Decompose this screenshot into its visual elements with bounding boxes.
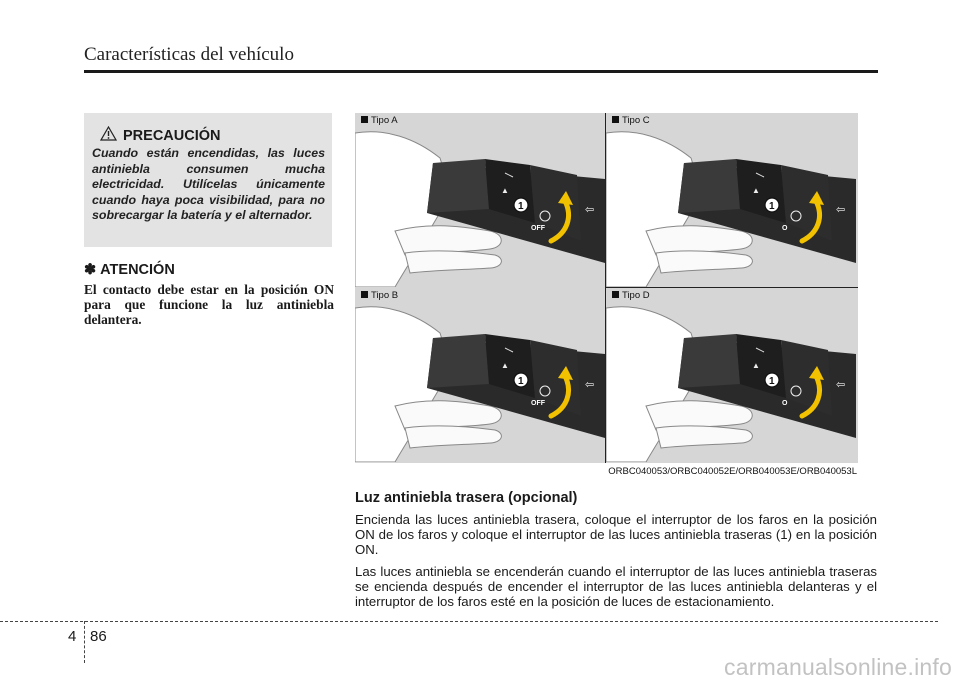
switch-position-label: O xyxy=(782,400,788,407)
warning-triangle-icon xyxy=(100,126,117,146)
square-bullet-icon xyxy=(361,116,368,123)
figure-panel-d xyxy=(606,288,856,462)
switch-illustration-b xyxy=(355,288,605,462)
callout-number: 1 xyxy=(769,201,775,212)
callout-number: 1 xyxy=(518,376,524,387)
svg-text:⇦: ⇦ xyxy=(836,379,846,391)
header-rule xyxy=(84,70,878,73)
panel-label-b xyxy=(361,290,398,301)
section-title: Luz antiniebla trasera (opcional) xyxy=(355,490,578,506)
svg-text:▲: ▲ xyxy=(752,361,760,370)
figure-panel-c xyxy=(606,113,856,287)
panel-label-c-text: Tipo C xyxy=(622,115,650,126)
attention-star-icon: ✽ xyxy=(84,262,97,278)
caution-box xyxy=(84,113,332,247)
callout-number: 1 xyxy=(518,201,524,212)
footer-divider xyxy=(84,621,85,663)
square-bullet-icon xyxy=(612,116,619,123)
svg-text:▲: ▲ xyxy=(501,186,509,195)
headlight-switch-figure xyxy=(355,113,858,463)
svg-text:▲: ▲ xyxy=(752,186,760,195)
caution-header xyxy=(100,126,220,146)
figure-divider-vertical xyxy=(605,113,606,463)
switch-position-label: O xyxy=(782,225,788,232)
watermark: carmanualsonline.info xyxy=(724,654,952,680)
section-paragraph-1: Encienda las luces antiniebla trasera, coloque el interruptor de los faros en la posición ON de los faros y coloque el interruptor de las luces antiniebla traseras (1) en la posición ON. xyxy=(355,512,877,558)
rear-fog-section xyxy=(355,490,877,615)
switch-position-label: OFF xyxy=(531,225,545,232)
footer-rule xyxy=(0,621,938,622)
svg-text:⇦: ⇦ xyxy=(585,204,595,216)
panel-label-a xyxy=(361,115,398,126)
panel-label-a-text: Tipo A xyxy=(371,115,398,126)
svg-text:▲: ▲ xyxy=(501,361,509,370)
square-bullet-icon xyxy=(612,291,619,298)
callout-number: 1 xyxy=(769,376,775,387)
figure-panel-a xyxy=(355,113,605,287)
panel-label-d-text: Tipo D xyxy=(622,290,650,301)
square-bullet-icon xyxy=(361,291,368,298)
panel-label-c xyxy=(612,115,650,126)
figure-code: ORBC040053/ORBC040052E/ORB040053E/ORB040053L xyxy=(608,466,857,477)
attention-title-row xyxy=(84,262,334,278)
attention-text: El contacto debe estar en la posición ON para que funcione la luz antiniebla delantera. xyxy=(84,282,334,327)
attention-title: ATENCIÓN xyxy=(100,262,175,278)
figure-panel-b xyxy=(355,288,605,462)
page-header-title: Características del vehículo xyxy=(84,44,294,65)
svg-text:⇦: ⇦ xyxy=(585,379,595,391)
section-paragraph-2: Las luces antiniebla se encenderán cuando el interruptor de las luces antiniebla traseras se encienda después de encender el interruptor de las luces antiniebla delanteras y el interruptor de los faros esté en la posición de luces de estacionamiento. xyxy=(355,563,877,610)
caution-text: Cuando están encendidas, las luces antiniebla consumen mucha electricidad. Utilícelas únicamente cuando haya poca visibilidad, para no sobrecargar la batería y el alternador. xyxy=(92,146,325,222)
figure-divider-horizontal xyxy=(605,287,858,288)
switch-illustration-c xyxy=(606,113,856,287)
page-number: 86 xyxy=(90,628,107,645)
switch-illustration-d xyxy=(606,288,856,462)
panel-label-b-text: Tipo B xyxy=(371,290,399,301)
caution-title: PRECAUCIÓN xyxy=(123,128,221,144)
panel-label-d xyxy=(612,290,650,301)
switch-illustration-a xyxy=(355,113,605,287)
svg-text:⇦: ⇦ xyxy=(836,204,846,216)
switch-position-label: OFF xyxy=(531,400,545,407)
attention-note xyxy=(84,262,334,327)
chapter-number: 4 xyxy=(68,628,77,645)
